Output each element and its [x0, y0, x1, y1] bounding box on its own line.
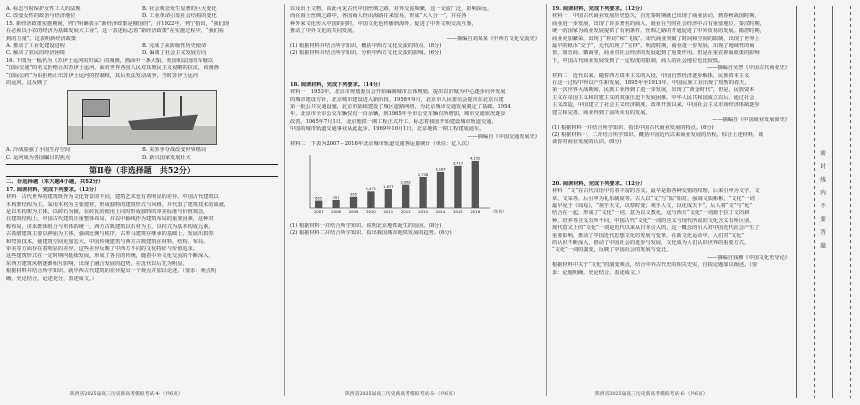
data-label: 2,738: [417, 172, 429, 177]
data-label: 655: [315, 195, 323, 200]
q19-material2-line: 在这一过程中得以产生和发展，1895年至1913年，中国民族工业出现了短暂的春天，: [552, 80, 750, 87]
q19-material1-line: 统一的国家为商业发展提供了有利条件，丝绸之路的开通促进了中外贸易的发展。隋唐时期，: [552, 28, 765, 35]
q17-heading: 17. 阅读材料，完成下列要求。（12分）: [6, 186, 100, 193]
q19-material2-line: 建立和完善，商业得到了前所未有的发展。: [552, 109, 651, 116]
q17-line: 根据材料并结合所学知识，就中西古代建筑的差异提出一个观点并加以论述。（要求：观点明: [6, 268, 217, 275]
data-label: 995: [350, 192, 357, 197]
q17-line: 古希腊建筑主要以神庙为主体，强调比例与秩序，古罗马建筑在继承的基础上，发展出拱券: [6, 231, 214, 238]
q18-material1-line: 第一批公共交通设施，北京市陆续建设了城区道路网络，为北京城市交通发展奠定了基础。1954: [290, 104, 511, 111]
q20-material-line: “文化”一词的演变，反映了中国社会的发展与变迁。: [552, 247, 672, 254]
x-tick-label: 2010: [366, 208, 376, 214]
section-note: 二、非选择题（本大题4小题，共52分）: [6, 179, 104, 186]
q20-material-line: 现代意义上的“文化”一词是近代以来从日本引入的，这一概念的引入对中国近代社会产生了: [552, 225, 760, 232]
data-label: 3,717: [452, 161, 464, 166]
seal-line: [814, 6, 815, 398]
chart-bar: [472, 160, 479, 207]
question-part: (1) 根据材料一并结合所学知识，说明北京地铁诞生的原因。(8分): [290, 222, 442, 229]
illustration-mast: [163, 92, 165, 116]
option-c: C. 解决了农民的经济困境: [6, 50, 65, 57]
q19-material2-line: 材料二 近代以来，随着西方资本主义的入侵，中国自然经济逐步解体，民族资本主义: [552, 72, 750, 79]
question-part: (1) 根据材料一并结合所学知识，指出中国古代商业发展的特点。(6分): [552, 124, 714, 131]
q17-line: 审美等方面存在着明显的差异，这些差异反映了中西方不同的文化特征与价值追求。: [6, 245, 198, 252]
answer-space: [552, 147, 790, 181]
option-a: A. 标志当时保护女性工人的法规: [6, 6, 81, 12]
q19-material1-line: 材料一 中国古代商业发展历史悠久，自先秦时期就已出现了商业活动，到春秋战国时期，: [552, 13, 760, 20]
option-row: [6, 13, 278, 20]
q17-line: 确，史论结合，论述充分，表述成文。）: [6, 275, 97, 282]
q20-material-line: 的认识不断深入，推动了中国社会的进步与发展，文化成为人们认识世界的重要方式。: [552, 239, 750, 246]
page-footer-right: 陕西省2025届高三历史新高考模拟考试-6-（共6页）: [595, 392, 708, 397]
option-c: C. 改变女性的政治与经济地位: [6, 13, 76, 20]
answer-space: [290, 58, 540, 82]
x-tick-label: 2007: [313, 208, 324, 214]
q19-material1-line: 最早的纸币“交子”，元代出现了“宝钞”。明清时期，商业进一步发展，出现了地域性的商: [552, 43, 755, 50]
data-label: 3,185: [435, 167, 446, 172]
material-source: ——摘编自《中国商业发展简史》: [712, 117, 790, 124]
q17-line: 材料 古代世界的建筑既作为文化背景的不同，建筑艺术也有着明显的差异。中国古代建筑以: [6, 194, 219, 201]
x-tick-label: 2008: [331, 208, 341, 214]
cartoon-illustration: [67, 90, 217, 145]
x-tick-label: 2009: [348, 208, 359, 214]
q19-material1-line: 商业更加繁荣，出现了“柜坊”和“飞钱”。宋代商业突破了时间和空间的限制，出现了世界上: [552, 35, 760, 42]
option-row: [6, 6, 278, 13]
chart-bar: [385, 188, 392, 207]
x-tick-label: 2016: [470, 208, 481, 214]
material-line: 种外来文化传入中国的同时，中国文化也传播到海外，促进了中外文明交流互鉴，: [290, 20, 477, 27]
option-b: B. 完成了从阶级性历史使命: [142, 43, 207, 50]
q15-options: [6, 50, 278, 57]
illustration-flag: [82, 99, 110, 117]
q18-material1-line: 年，北京市全市公交车辆仅有一百余辆，到1965年全市公交车辆有所增加，城市交通状况逐步: [290, 111, 506, 118]
option-b: B. 社会观念发生显著的巨大变化: [142, 6, 217, 12]
question-part: (2) 根据材料并结合所学知识，分析中西方文化交流的影响。(6分): [290, 50, 442, 57]
question-part: (2) 根据材料一、二并结合所学知识，概括中国近代以来商业发展的历程，综合上述材料，谈: [552, 131, 764, 138]
option-d: D. 新兴国家发展壮大: [142, 154, 191, 161]
q16-options: [6, 155, 278, 162]
q17-line: 这些建筑形式在一定时期内延续发展，形成了各自的传统，随着中外文化交流的不断深入，: [6, 253, 214, 260]
q17-line: 东西方建筑风格逐渐相互影响，出现了融合发展的趋势，在近代以后尤为明显。: [6, 260, 188, 267]
q19-material2-line: 主义改造，中国建立了社会主义经济制度，改革开放以来，中国社会主义市场经济体制逐步: [552, 102, 760, 109]
q17-line: 是以木构架为主体，以砖石为辅，在砖瓦的使用上同时形成独特的审美标准与价值观念，: [6, 208, 209, 215]
q18-material1-line: 材料一 1953年，北京市规划委员会开始编制城市总体规划，提出以旧城为中心逐步向外发展: [290, 89, 506, 96]
illustration-mast: [180, 96, 182, 116]
material-line: 而在海上丝绸之路中，各国商人经由海路往来贸易，形成“大人合一”，并在各: [290, 13, 467, 20]
data-label: 2,062: [400, 179, 411, 184]
column-divider: [284, 4, 285, 396]
q18-heading: 18. 阅读材料，完成下列要求。（14分）: [290, 81, 384, 88]
q20-material-line: 结合在一起，形成了“文化”一词，意为以文教化，这与西方“文化”一词源于拉丁文的耕: [552, 210, 750, 217]
option-a: A. 冷战加强了小国生存空间: [6, 147, 71, 154]
binding-rule: [796, 6, 797, 398]
chart-bar: [367, 191, 374, 208]
x-tick-label: 2014: [435, 208, 446, 214]
material-source: ——摘编自钱穆《中国文化史导论》: [706, 254, 790, 261]
option-d: D. 工业革命引发社会结构的变化: [142, 13, 217, 20]
material-source: ——摘编自刘某某《中西方文化交流史》: [446, 35, 540, 42]
q16-line: “国际交通”的名义拒绝让出苏伊士运河，面对世界各国人民对其殖民主义侵略的抗议，该漫画: [6, 65, 219, 72]
q18-material1-line: 的城市建设方针，北京城市建设进入新阶段。1958年9月，北京市人民委员会提出在北京兴建: [290, 96, 504, 103]
chart-bar: [332, 199, 339, 207]
q19-material2-line: 主义在帝国主义和封建主义的双重压迫下发展困难。中华人民共和国成立以后，通过社会: [552, 94, 755, 101]
data-label: 707: [332, 195, 340, 200]
page-footer-middle: 陕西省2025届高三历史新高考模拟考试-5-（共6页）: [345, 392, 458, 397]
q19-material2-line: 第一次世界大战期间，民族工业得到了进一步发展，出现了“黄金时代”，但是，民族资本: [552, 87, 755, 94]
question-part: 谈你对商业发展的认识。(6分): [552, 139, 622, 146]
q16-line: “国际公约”为由拒绝让出苏伊士运河的控制权，其后英法发动战争，当时苏伊士运河: [6, 72, 199, 79]
q16-line: 16. 下图为一幅名为《苏伊士运河的归属》的漫画，画面中一条大船，英国和法国的军舰以: [6, 57, 214, 64]
material-line: 以及出土文物，由此可见古代中国丝绸之路，对外交流频繁，这一交流广泛，影响深远，: [290, 6, 493, 12]
q15-line: 15. 新经济政策实施期间，列宁明确表示“新经济政策是俄国的”，并1922年，列宁指出，“我们现: [6, 20, 229, 27]
chart-bar: [402, 184, 409, 207]
q15-line: 到的力量”。这表明新经济政策: [6, 35, 77, 42]
bar-chart: [298, 151, 508, 219]
column-divider: [546, 4, 547, 396]
q20-material-line: 种、培养等含义有所不同，中国古代“文化”一词的含义与现代所说的文化含义有所区别，: [552, 217, 755, 224]
q16-line: 的运河。这反映了: [6, 80, 48, 87]
middle-page-column: [290, 6, 540, 388]
q20-prompt-line: 求：论题明确，史论结合，表述成文。）: [552, 269, 643, 276]
option-d: D. 偏离了社会主义发展方向: [142, 50, 207, 57]
chart-bar: [437, 171, 444, 207]
q17-line: 木构架结构为主，采用木材为主要建材，形成独特的建筑形式与风格，并代表了建筑技术的成就，: [6, 201, 230, 208]
binding-rule: [832, 6, 833, 398]
section-title: 第Ⅱ卷（非选择题 共52分）: [6, 164, 278, 177]
q19-material1-line: 下，中国古代商业发展受到了一定程度的限制，商人的社会地位也比较低。: [552, 57, 724, 64]
x-axis-label: （年份）: [491, 208, 507, 214]
illustration-ship: [128, 114, 198, 130]
option-a: A. 推动了工业化建设进程: [6, 43, 65, 50]
material-source: ——摘编自《中国交通发展史》: [467, 133, 540, 140]
question-part: (1) 根据材料并结合所学知识，概括中西方文化交流的特点。(8分): [290, 43, 442, 50]
q20-prompt-line: 根据材料中关于“文化”的演变观点，结合中外古代史的相关史实，自拟论题加以阐述。（要: [552, 262, 758, 269]
q20-material-line: 重要影响，推动了中国近代思想文化的发展与变革，在新文化运动中，人们对“文化”: [552, 232, 745, 239]
q19-material1-line: 商业进一步发展，出现了许多著名的商人，商业在当时社会经济中占有重要地位，秦汉时期，: [552, 20, 765, 27]
question-part: (2) 根据材料二并结合所学知识，指出我国城市地铁发展的趋势。(6分): [290, 230, 452, 237]
q16-options: [6, 147, 278, 154]
q20-material-line: 材料 “文”在古代汉语中有着丰富的含义，最早是指各种交错的纹理，后来引申为文字、文: [552, 188, 760, 195]
q15-options: [6, 43, 278, 50]
data-label: 1,677: [383, 184, 394, 189]
x-tick-label: 2012: [400, 208, 411, 214]
q17-line: 称布局，讲求群体组合与单体的统一。西方古典建筑以石材为主，以柱式为基本构成元素，: [6, 223, 214, 230]
q18-material1-line: 中国的城市轨道交通事业从此起步。1969年10月1日，北京地铁一期工程建成通车。: [290, 126, 485, 133]
q19-material1-line: 帮，如晋商、徽商等，商业对社会经济的发展起到了重要作用。但是在重农抑商政策的影响: [552, 50, 760, 57]
q18-material1-line: 改善。1965年7月1日，北京地铁一期工程正式开工，标志着我国开始建设城市轨道交通，: [290, 118, 497, 125]
seal-line: [850, 6, 851, 398]
chart-bar: [350, 196, 357, 207]
x-tick-label: 2011: [383, 208, 394, 214]
chart-bar: [454, 165, 461, 207]
chart-bar: [315, 200, 322, 207]
q17-line: 和穹顶技术，使建筑空间更加宏大。中国传统建筑与西方古典建筑在材料、结构、布局、: [6, 238, 209, 245]
q20-material-line: 章、文采等，后引申为礼乐制度等。古人以“文”与“质”相对，强调文质彬彬，“文化”一词: [552, 195, 755, 202]
page-footer-left: 陕西省2025届高三历史新高考模拟考试-4-（共6页）: [70, 392, 183, 397]
x-tick-label: 2013: [418, 208, 428, 214]
binding-notice: 密 封 线 内 不 要 答 题: [819, 150, 825, 249]
q20-heading: 20. 阅读材料，完成下列要求。（12分）: [552, 180, 646, 187]
material-line: 推动了中外文化的共同发展。: [290, 28, 358, 35]
q18-material2: 材料二 下表为2007－2016年北京城市轨道交通客运量统计（单位：亿人次）: [290, 141, 473, 148]
option-c: C. 运河成为各国瞩目的焦点: [6, 154, 71, 161]
data-label: 4,152: [470, 156, 481, 161]
option-b: B. 美苏争夺战改变世界格局: [142, 147, 207, 154]
x-tick-label: 2015: [453, 208, 463, 214]
q17-line: 在建筑结构上，中国古代建筑注重整体布局，并以中轴线作为建筑布局的重要因素，这种对: [6, 216, 214, 223]
data-label: 1,471: [365, 186, 377, 191]
q15-line: 在必须以小农的经济为基础发展大工业”，这一表述标志着“新经济政策”在实施过程中，“我们看: [6, 28, 225, 35]
left-page-column: [6, 6, 278, 388]
material-source: ——摘编自吴慧《中国古代商业史》: [706, 65, 790, 72]
right-page-column: [552, 6, 790, 388]
binding-margin: [792, 0, 860, 405]
q19-heading: 19. 阅读材料，完成下列要求。（12分）: [552, 6, 646, 12]
chart-bar: [419, 176, 426, 207]
q20-material-line: 最早见于《周易》，“观乎天文，以察时变；观乎人文，以化成天下”。后人将“文”与“化”: [552, 202, 753, 209]
